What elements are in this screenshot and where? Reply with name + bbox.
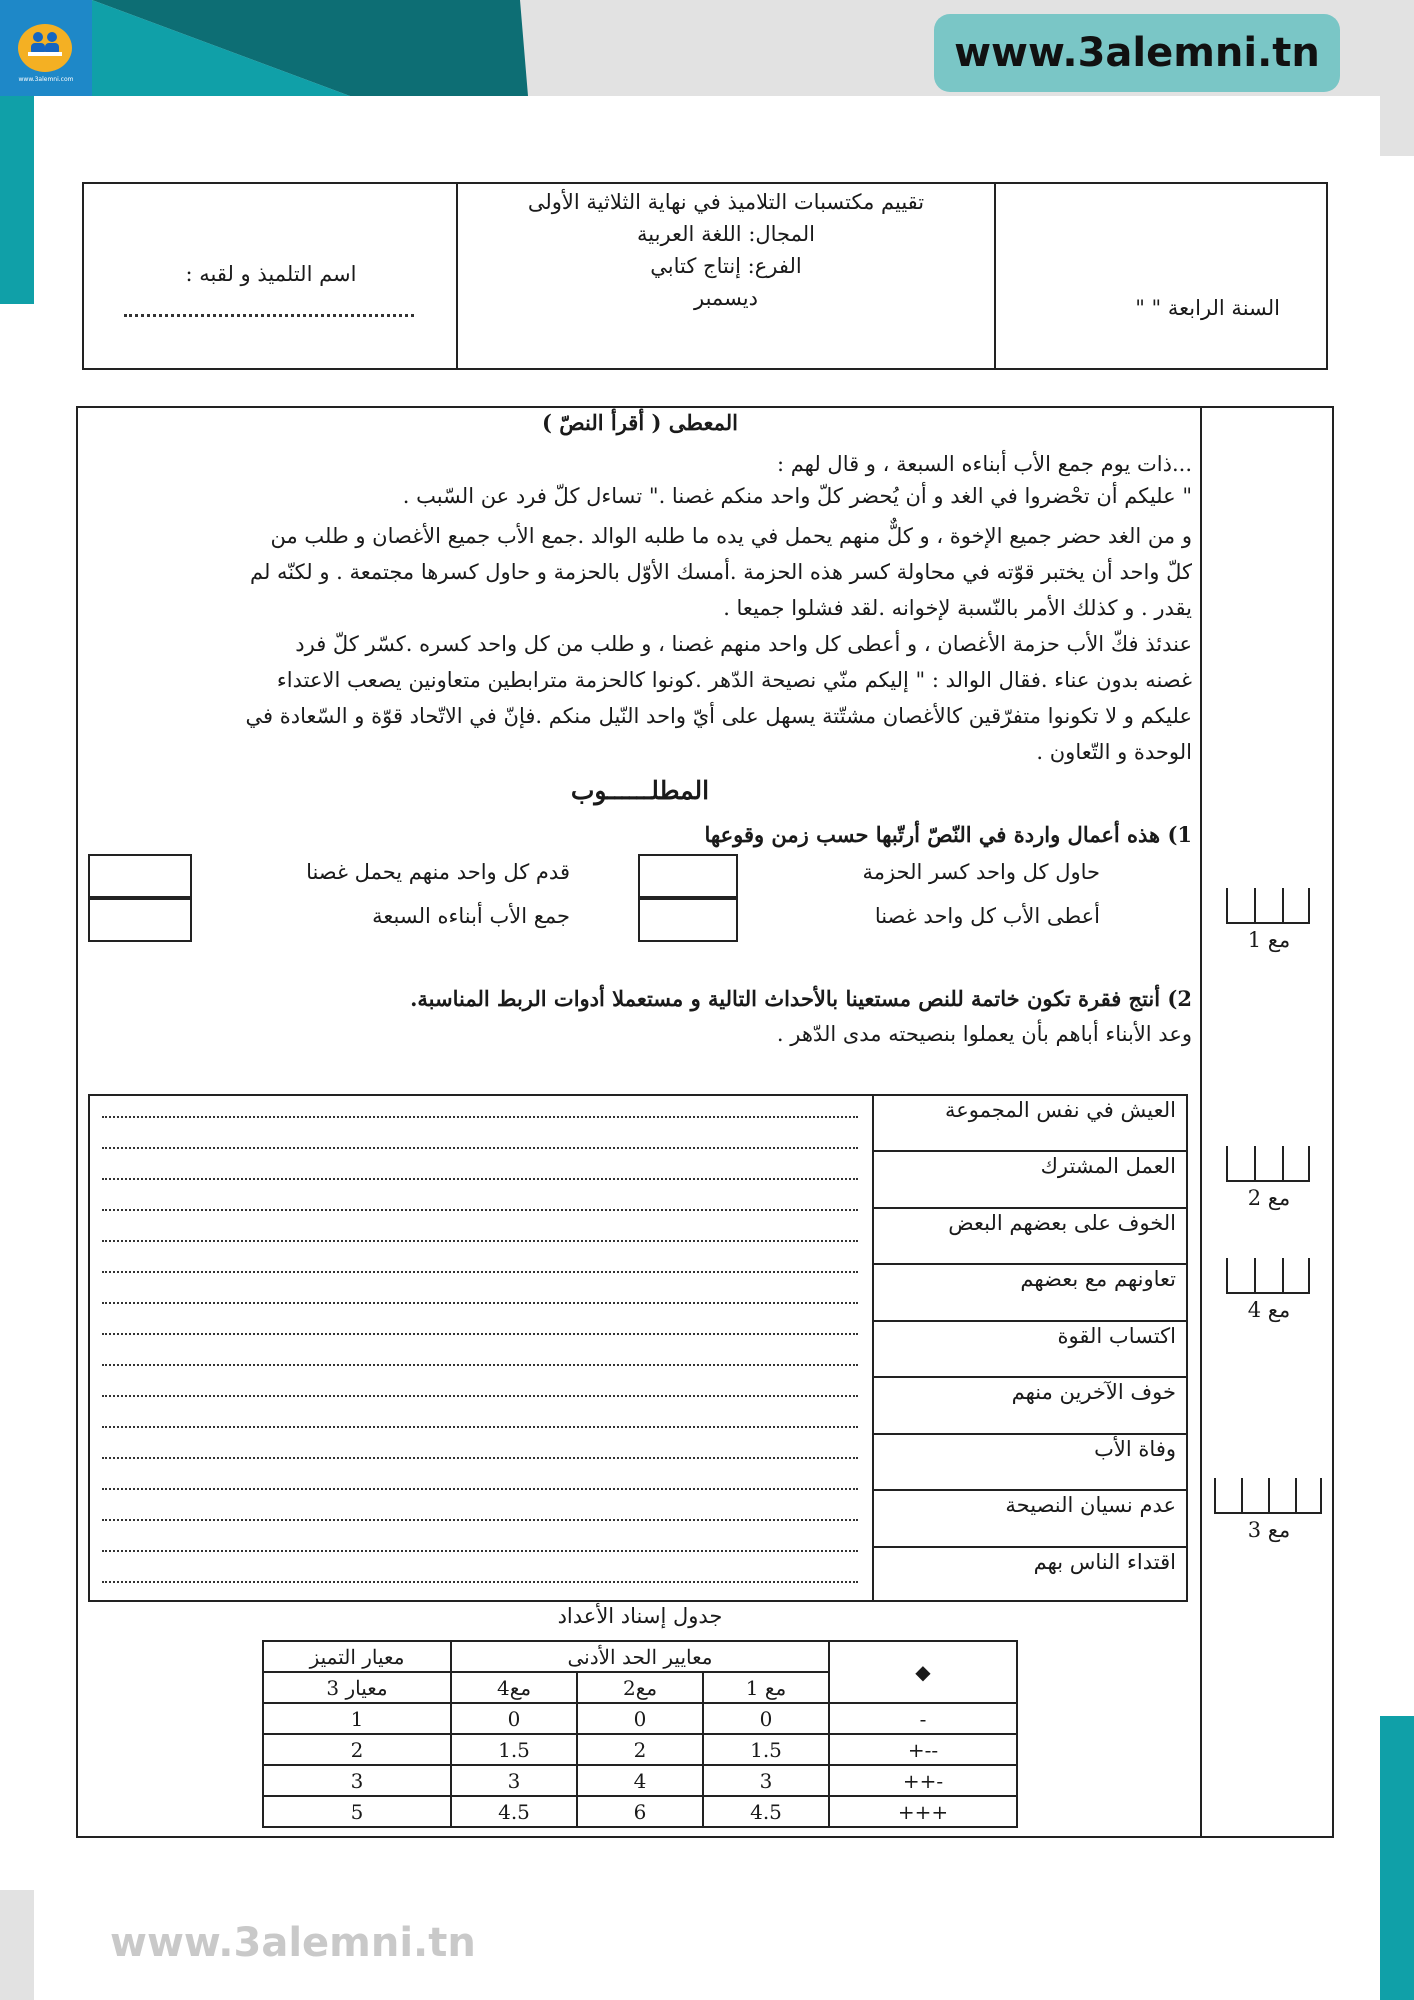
right-accent-bottom [1380, 1716, 1414, 2000]
grade-cell: ++- [829, 1765, 1017, 1796]
text-line: كلّ واحد أن يختبر قوّته في محاولة كسر هذه الحزمة .أمسك الأوّل بالحزمة و حاول كسرها مجتمعة . و لكنّه لم [250, 560, 1192, 584]
event-item: اكتساب القوة [1057, 1324, 1176, 1348]
writing-line[interactable] [102, 1114, 858, 1118]
score-box-4[interactable] [1226, 1258, 1310, 1294]
score-column-divider [1200, 406, 1202, 1838]
writing-line[interactable] [102, 1455, 858, 1459]
grade-cell: 0 [577, 1703, 703, 1734]
student-name-field[interactable] [124, 310, 414, 317]
writing-line[interactable] [102, 1393, 858, 1397]
grade-cell: 3 [703, 1765, 829, 1796]
writing-line[interactable] [102, 1238, 858, 1242]
footer-url[interactable]: www.3alemni.tn [110, 1920, 476, 1966]
grade-cell: 3 [263, 1765, 451, 1796]
required-heading: المطلــــــوب [570, 776, 710, 805]
writing-line[interactable] [102, 1300, 858, 1304]
exam-title: تقييم مكتسبات التلاميذ في نهاية الثلاثية الأولى [527, 190, 925, 214]
writing-line[interactable] [102, 1176, 858, 1180]
event-item: العيش في نفس المجموعة [945, 1098, 1176, 1122]
students-icon [26, 30, 64, 58]
sub-header: مع 1 [703, 1672, 829, 1703]
grade-cell: 4.5 [451, 1796, 577, 1827]
row-divider [874, 1376, 1186, 1378]
exam-branch: الفرع: إنتاج كتابي [650, 254, 802, 278]
grade-cell: 2 [263, 1734, 451, 1765]
grade-level: السنة الرابعة " " [1135, 296, 1280, 320]
question-2: 2) أنتج فقرة تكون خاتمة للنص مستعينا بالأحداث التالية و مستعملا أدوات الربط المناسبة. [410, 986, 1192, 1011]
minimum-header: معايير الحد الأدنى [451, 1641, 829, 1672]
order-item: قدم كل واحد منهم يحمل غصنا [306, 860, 570, 884]
event-item: الخوف على بعضهم البعض [948, 1211, 1176, 1235]
text-line: الوحدة و التّعاون . [1036, 740, 1192, 764]
grade-cell: 2 [577, 1734, 703, 1765]
grade-cell: 6 [577, 1796, 703, 1827]
writing-line[interactable] [102, 1145, 858, 1149]
left-accent-bottom [0, 1890, 34, 2000]
event-item: العمل المشترك [1040, 1154, 1176, 1178]
event-item: خوف الآخرين منهم [1011, 1380, 1176, 1404]
event-item: عدم نسيان النصيحة [1005, 1493, 1176, 1517]
row-divider [874, 1546, 1186, 1548]
text-line: ...ذات يوم جمع الأب أبناءه السبعة ، و قال لهم : [776, 452, 1192, 476]
order-answer-box[interactable] [638, 898, 738, 942]
writing-line[interactable] [102, 1269, 858, 1273]
grade-cell: +++ [829, 1796, 1017, 1827]
excellence-header: معيار التميز [263, 1641, 451, 1672]
text-line: و من الغد حضر جميع الإخوة ، و كلٌّ منهم يحمل في يده ما طلبه الوالد .جمع الأب جميع الأغصان و طلب من [270, 524, 1192, 548]
text-line: غصنه بدون عناء .فقال الوالد : " إليكم منّي نصيحة الدّهر .كونوا كالحزمة مترابطين متعاونين يصعب الاعتداء [276, 668, 1192, 692]
corner-symbol: ◆ [829, 1641, 1017, 1703]
writing-line[interactable] [102, 1579, 858, 1583]
writing-line[interactable] [102, 1486, 858, 1490]
score-box-1[interactable] [1226, 888, 1310, 924]
order-item: أعطى الأب كل واحد غصنا [874, 904, 1100, 928]
question-2-prompt: وعد الأبناء أباهم بأن يعملوا بنصيحته مدى الدّهر . [776, 1022, 1192, 1046]
row-divider [874, 1150, 1186, 1152]
grade-cell: 3 [451, 1765, 577, 1796]
right-accent-top [1380, 96, 1414, 156]
writing-line[interactable] [102, 1362, 858, 1366]
text-line: عندئذ فكّ الأب حزمة الأغصان ، و أعطى كل واحد منهم غصنا ، و طلب من كل واحد كسره .كسّر كلّ فرد [295, 632, 1192, 656]
left-accent [0, 96, 34, 304]
writing-line[interactable] [102, 1331, 858, 1335]
grading-table [262, 1640, 1018, 1828]
table-row [263, 1796, 1017, 1827]
order-item: حاول كل واحد كسر الحزمة [862, 860, 1100, 884]
row-divider [874, 1433, 1186, 1435]
student-name-label: اسم التلميذ و لقبه : [185, 262, 357, 286]
grade-cell: 1 [263, 1703, 451, 1734]
header-divider [994, 182, 996, 370]
order-answer-box[interactable] [88, 854, 192, 898]
sub-header: مع2 [577, 1672, 703, 1703]
row-divider [874, 1207, 1186, 1209]
row-divider [874, 1320, 1186, 1322]
sub-header: مع4 [451, 1672, 577, 1703]
grading-title: جدول إسناد الأعداد [557, 1604, 723, 1628]
grade-cell: - [829, 1703, 1017, 1734]
grade-cell: 0 [703, 1703, 829, 1734]
writing-line[interactable] [102, 1424, 858, 1428]
exam-domain: المجال: اللغة العربية [637, 222, 815, 246]
question-1: 1) هذه أعمال واردة في النّصّ أرتّبها حسب زمن وقوعها [704, 822, 1192, 847]
given-title: المعطى ( أقرأ النصّ ) [542, 410, 738, 435]
site-url-badge[interactable]: www.3alemni.tn [934, 14, 1340, 92]
row-divider [874, 1263, 1186, 1265]
order-item: جمع الأب أبناءه السبعة [372, 904, 570, 928]
sub-header: معيار 3 [263, 1672, 451, 1703]
score-label: مع 3 [1247, 1518, 1291, 1542]
event-item: وفاة الأب [1094, 1437, 1176, 1461]
text-line: عليكم و لا تكونوا متفرّقين كالأغصان مشتّتة يسهل على أيّ واحد النّيل منكم .فإنّ في الاتّحاد قوّة و السّعادة في [245, 704, 1192, 728]
exam-info [458, 186, 994, 314]
table-row [263, 1734, 1017, 1765]
grade-cell: 1.5 [703, 1734, 829, 1765]
table-row [263, 1703, 1017, 1734]
table-row [263, 1765, 1017, 1796]
text-line: يقدر . و كذلك الأمر بالنّسبة لإخوانه .لقد فشلوا جميعا . [723, 596, 1192, 620]
logo-caption: www.3alemni.com [18, 76, 74, 83]
grade-cell: 4.5 [703, 1796, 829, 1827]
grade-cell: 4 [577, 1765, 703, 1796]
event-item: تعاونهم مع بعضهم [1020, 1267, 1176, 1291]
grade-cell: 5 [263, 1796, 451, 1827]
grade-cell: 0 [451, 1703, 577, 1734]
writing-line[interactable] [102, 1207, 858, 1211]
writing-line[interactable] [102, 1548, 858, 1552]
score-label: مع 2 [1247, 1186, 1291, 1210]
writing-line[interactable] [102, 1517, 858, 1521]
event-item: اقتداء الناس بهم [1033, 1550, 1176, 1574]
text-line: " عليكم أن تحْضروا في الغد و أن يُحضر كلّ واحد منكم غصنا ." تساءل كلّ فرد عن السّبب . [402, 484, 1192, 508]
exam-month: ديسمبر [694, 286, 758, 310]
score-box-2[interactable] [1226, 1146, 1310, 1182]
writing-table-divider [872, 1094, 874, 1602]
grade-cell: 1.5 [451, 1734, 577, 1765]
row-divider [874, 1489, 1186, 1491]
score-box-3[interactable] [1214, 1478, 1322, 1514]
order-answer-box[interactable] [88, 898, 192, 942]
order-answer-box[interactable] [638, 854, 738, 898]
grade-cell: +-- [829, 1734, 1017, 1765]
score-label: مع 4 [1247, 1298, 1291, 1322]
score-label: مع 1 [1247, 928, 1291, 952]
